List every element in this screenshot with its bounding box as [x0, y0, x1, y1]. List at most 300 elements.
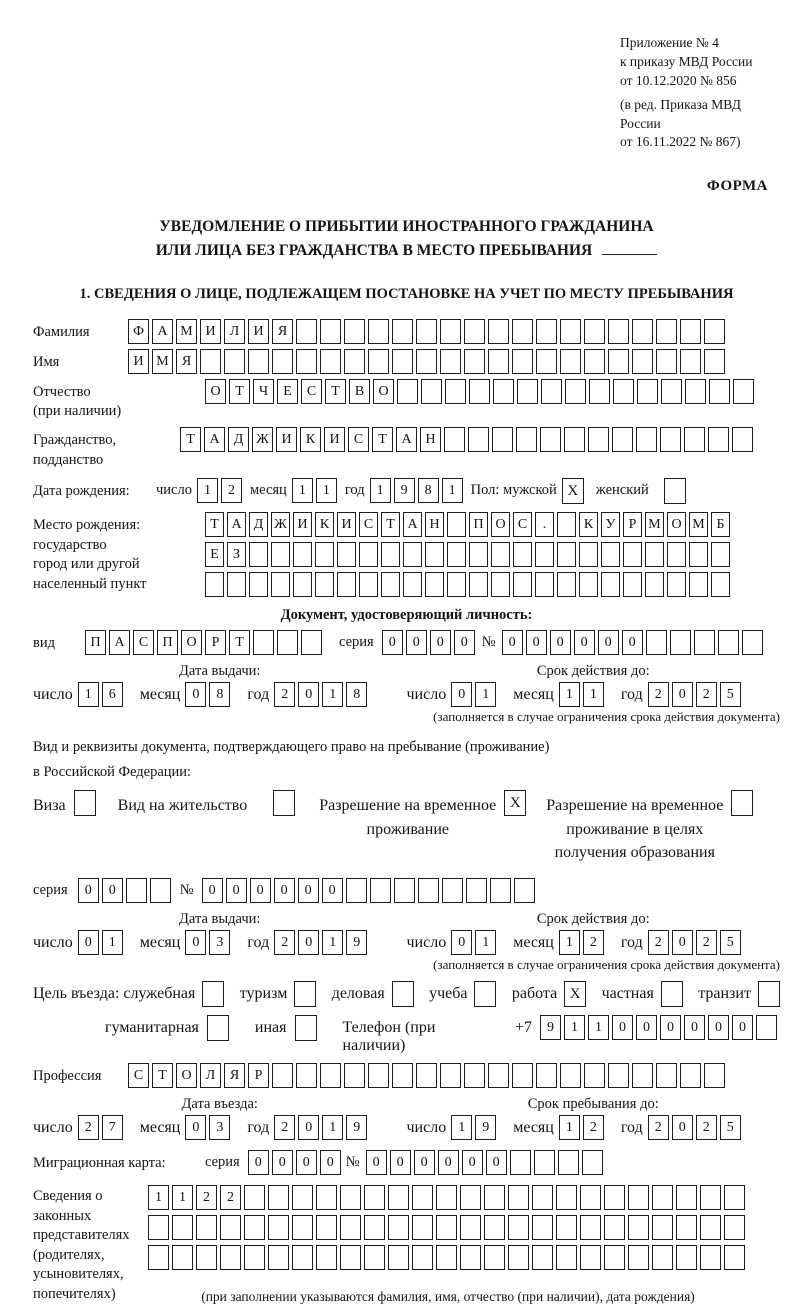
char-cell[interactable]: М: [689, 512, 708, 537]
char-cell[interactable]: [425, 542, 444, 567]
char-cell[interactable]: 0: [684, 1015, 705, 1040]
char-cell[interactable]: [126, 878, 147, 903]
char-cell[interactable]: [418, 878, 439, 903]
char-cell[interactable]: 1: [475, 682, 496, 707]
char-cell[interactable]: [440, 1063, 461, 1088]
char-cell[interactable]: 1: [370, 478, 391, 503]
char-cell[interactable]: [340, 1245, 361, 1270]
char-cell[interactable]: [601, 542, 620, 567]
char-cell[interactable]: [488, 349, 509, 374]
char-cell[interactable]: 2: [648, 682, 669, 707]
char-cell[interactable]: [704, 1063, 725, 1088]
char-cell[interactable]: 0: [502, 630, 523, 655]
char-cell[interactable]: [491, 572, 510, 597]
char-cell[interactable]: [440, 349, 461, 374]
char-cell[interactable]: Т: [180, 427, 201, 452]
char-cell[interactable]: 1: [475, 930, 496, 955]
char-cell[interactable]: И: [324, 427, 345, 452]
char-cell[interactable]: 9: [475, 1115, 496, 1140]
char-cell[interactable]: [220, 1215, 241, 1240]
char-cell[interactable]: [670, 630, 691, 655]
char-cell[interactable]: [608, 1063, 629, 1088]
char-cell[interactable]: М: [176, 319, 197, 344]
char-cell[interactable]: [403, 572, 422, 597]
char-cell[interactable]: О: [491, 512, 510, 537]
char-cell[interactable]: 1: [583, 682, 604, 707]
purpose-transit-checkbox[interactable]: [758, 981, 780, 1007]
char-cell[interactable]: [344, 319, 365, 344]
char-cell[interactable]: [320, 1063, 341, 1088]
char-cell[interactable]: [535, 542, 554, 567]
char-cell[interactable]: Р: [205, 630, 226, 655]
char-cell[interactable]: З: [227, 542, 246, 567]
char-cell[interactable]: И: [293, 512, 312, 537]
char-cell[interactable]: [268, 1215, 289, 1240]
char-cell[interactable]: [516, 427, 537, 452]
char-cell[interactable]: 0: [414, 1150, 435, 1175]
char-cell[interactable]: [656, 1063, 677, 1088]
char-cell[interactable]: К: [579, 512, 598, 537]
char-cell[interactable]: 1: [322, 930, 343, 955]
char-cell[interactable]: [340, 1185, 361, 1210]
char-cell[interactable]: [608, 319, 629, 344]
char-cell[interactable]: [742, 630, 763, 655]
char-cell[interactable]: [645, 572, 664, 597]
char-cell[interactable]: [604, 1215, 625, 1240]
char-cell[interactable]: 0: [248, 1150, 269, 1175]
char-cell[interactable]: [733, 379, 754, 404]
char-cell[interactable]: [637, 379, 658, 404]
char-cell[interactable]: [359, 542, 378, 567]
char-cell[interactable]: А: [227, 512, 246, 537]
char-cell[interactable]: А: [152, 319, 173, 344]
char-cell[interactable]: [172, 1215, 193, 1240]
char-cell[interactable]: 0: [185, 1115, 206, 1140]
char-cell[interactable]: 0: [298, 682, 319, 707]
char-cell[interactable]: [680, 1063, 701, 1088]
char-cell[interactable]: [469, 572, 488, 597]
char-cell[interactable]: У: [601, 512, 620, 537]
char-cell[interactable]: М: [645, 512, 664, 537]
char-cell[interactable]: 0: [550, 630, 571, 655]
char-cell[interactable]: 0: [672, 682, 693, 707]
char-cell[interactable]: 0: [382, 630, 403, 655]
char-cell[interactable]: [513, 572, 532, 597]
char-cell[interactable]: [514, 878, 535, 903]
char-cell[interactable]: [536, 1063, 557, 1088]
purpose-other-checkbox[interactable]: [295, 1015, 317, 1041]
char-cell[interactable]: 9: [346, 930, 367, 955]
char-cell[interactable]: [756, 1015, 777, 1040]
char-cell[interactable]: 0: [672, 930, 693, 955]
char-cell[interactable]: [268, 1185, 289, 1210]
char-cell[interactable]: [316, 1185, 337, 1210]
char-cell[interactable]: [150, 878, 171, 903]
char-cell[interactable]: 6: [102, 682, 123, 707]
char-cell[interactable]: А: [396, 427, 417, 452]
char-cell[interactable]: Р: [623, 512, 642, 537]
char-cell[interactable]: [652, 1215, 673, 1240]
char-cell[interactable]: 1: [292, 478, 313, 503]
char-cell[interactable]: 0: [250, 878, 271, 903]
char-cell[interactable]: [512, 349, 533, 374]
char-cell[interactable]: [148, 1215, 169, 1240]
char-cell[interactable]: 1: [102, 930, 123, 955]
char-cell[interactable]: Я: [224, 1063, 245, 1088]
char-cell[interactable]: [271, 542, 290, 567]
char-cell[interactable]: 8: [209, 682, 230, 707]
char-cell[interactable]: [532, 1245, 553, 1270]
char-cell[interactable]: [557, 542, 576, 567]
char-cell[interactable]: 0: [78, 930, 99, 955]
char-cell[interactable]: [292, 1215, 313, 1240]
char-cell[interactable]: [388, 1185, 409, 1210]
char-cell[interactable]: [368, 1063, 389, 1088]
char-cell[interactable]: 2: [648, 930, 669, 955]
char-cell[interactable]: [604, 1185, 625, 1210]
char-cell[interactable]: И: [276, 427, 297, 452]
char-cell[interactable]: [464, 349, 485, 374]
char-cell[interactable]: [557, 572, 576, 597]
char-cell[interactable]: [244, 1185, 265, 1210]
char-cell[interactable]: 1: [316, 478, 337, 503]
char-cell[interactable]: [296, 1063, 317, 1088]
char-cell[interactable]: [556, 1215, 577, 1240]
char-cell[interactable]: 0: [202, 878, 223, 903]
char-cell[interactable]: [460, 1185, 481, 1210]
char-cell[interactable]: Ч: [253, 379, 274, 404]
char-cell[interactable]: Р: [248, 1063, 269, 1088]
char-cell[interactable]: [200, 349, 221, 374]
char-cell[interactable]: [684, 427, 705, 452]
char-cell[interactable]: С: [128, 1063, 149, 1088]
char-cell[interactable]: 2: [583, 1115, 604, 1140]
male-checkbox[interactable]: X: [562, 478, 584, 504]
char-cell[interactable]: [244, 1215, 265, 1240]
char-cell[interactable]: Ж: [252, 427, 273, 452]
char-cell[interactable]: [700, 1185, 721, 1210]
char-cell[interactable]: [227, 572, 246, 597]
char-cell[interactable]: 0: [185, 682, 206, 707]
char-cell[interactable]: 1: [442, 478, 463, 503]
char-cell[interactable]: [652, 1245, 673, 1270]
char-cell[interactable]: [556, 1245, 577, 1270]
char-cell[interactable]: 3: [209, 930, 230, 955]
char-cell[interactable]: [579, 572, 598, 597]
char-cell[interactable]: 1: [78, 682, 99, 707]
char-cell[interactable]: [510, 1150, 531, 1175]
char-cell[interactable]: Л: [200, 1063, 221, 1088]
char-cell[interactable]: 2: [274, 682, 295, 707]
char-cell[interactable]: [704, 319, 725, 344]
char-cell[interactable]: А: [204, 427, 225, 452]
char-cell[interactable]: 0: [390, 1150, 411, 1175]
char-cell[interactable]: 0: [320, 1150, 341, 1175]
char-cell[interactable]: [711, 572, 730, 597]
char-cell[interactable]: А: [403, 512, 422, 537]
char-cell[interactable]: 1: [559, 682, 580, 707]
char-cell[interactable]: [277, 630, 298, 655]
char-cell[interactable]: [340, 1215, 361, 1240]
char-cell[interactable]: [584, 349, 605, 374]
char-cell[interactable]: [205, 572, 224, 597]
char-cell[interactable]: [656, 349, 677, 374]
char-cell[interactable]: [558, 1150, 579, 1175]
char-cell[interactable]: [460, 1215, 481, 1240]
char-cell[interactable]: [532, 1215, 553, 1240]
char-cell[interactable]: [316, 1215, 337, 1240]
char-cell[interactable]: [513, 542, 532, 567]
char-cell[interactable]: Е: [205, 542, 224, 567]
char-cell[interactable]: [403, 542, 422, 567]
char-cell[interactable]: [484, 1185, 505, 1210]
char-cell[interactable]: [724, 1215, 745, 1240]
char-cell[interactable]: [536, 319, 557, 344]
char-cell[interactable]: [709, 379, 730, 404]
char-cell[interactable]: [468, 427, 489, 452]
char-cell[interactable]: [392, 1063, 413, 1088]
char-cell[interactable]: [447, 572, 466, 597]
char-cell[interactable]: [416, 349, 437, 374]
char-cell[interactable]: 0: [296, 1150, 317, 1175]
char-cell[interactable]: [388, 1245, 409, 1270]
char-cell[interactable]: [425, 572, 444, 597]
char-cell[interactable]: 0: [660, 1015, 681, 1040]
char-cell[interactable]: 1: [322, 1115, 343, 1140]
char-cell[interactable]: Д: [228, 427, 249, 452]
char-cell[interactable]: [272, 1063, 293, 1088]
char-cell[interactable]: К: [315, 512, 334, 537]
char-cell[interactable]: Л: [224, 319, 245, 344]
char-cell[interactable]: [337, 572, 356, 597]
char-cell[interactable]: [416, 1063, 437, 1088]
char-cell[interactable]: 0: [185, 930, 206, 955]
char-cell[interactable]: [632, 1063, 653, 1088]
char-cell[interactable]: 2: [78, 1115, 99, 1140]
char-cell[interactable]: 0: [622, 630, 643, 655]
char-cell[interactable]: [416, 319, 437, 344]
char-cell[interactable]: [589, 379, 610, 404]
char-cell[interactable]: [364, 1245, 385, 1270]
char-cell[interactable]: Д: [249, 512, 268, 537]
char-cell[interactable]: [249, 542, 268, 567]
char-cell[interactable]: 7: [102, 1115, 123, 1140]
char-cell[interactable]: [440, 319, 461, 344]
char-cell[interactable]: Н: [420, 427, 441, 452]
char-cell[interactable]: [532, 1185, 553, 1210]
char-cell[interactable]: 0: [672, 1115, 693, 1140]
char-cell[interactable]: [534, 1150, 555, 1175]
char-cell[interactable]: [601, 572, 620, 597]
char-cell[interactable]: [711, 542, 730, 567]
char-cell[interactable]: [623, 542, 642, 567]
char-cell[interactable]: 0: [612, 1015, 633, 1040]
char-cell[interactable]: [636, 427, 657, 452]
char-cell[interactable]: [540, 427, 561, 452]
char-cell[interactable]: С: [359, 512, 378, 537]
char-cell[interactable]: [196, 1245, 217, 1270]
char-cell[interactable]: [466, 878, 487, 903]
char-cell[interactable]: 2: [220, 1185, 241, 1210]
char-cell[interactable]: [296, 349, 317, 374]
char-cell[interactable]: [632, 319, 653, 344]
char-cell[interactable]: [436, 1215, 457, 1240]
char-cell[interactable]: 1: [451, 1115, 472, 1140]
char-cell[interactable]: [556, 1185, 577, 1210]
char-cell[interactable]: 1: [148, 1185, 169, 1210]
char-cell[interactable]: [628, 1185, 649, 1210]
char-cell[interactable]: [700, 1245, 721, 1270]
char-cell[interactable]: [492, 427, 513, 452]
char-cell[interactable]: В: [349, 379, 370, 404]
char-cell[interactable]: 0: [574, 630, 595, 655]
char-cell[interactable]: [660, 427, 681, 452]
char-cell[interactable]: [436, 1245, 457, 1270]
char-cell[interactable]: [588, 427, 609, 452]
char-cell[interactable]: О: [667, 512, 686, 537]
purpose-humanitarian-checkbox[interactable]: [207, 1015, 229, 1041]
char-cell[interactable]: С: [301, 379, 322, 404]
char-cell[interactable]: 0: [430, 630, 451, 655]
char-cell[interactable]: [337, 542, 356, 567]
char-cell[interactable]: 2: [583, 930, 604, 955]
char-cell[interactable]: 1: [559, 1115, 580, 1140]
char-cell[interactable]: С: [348, 427, 369, 452]
char-cell[interactable]: 2: [274, 1115, 295, 1140]
char-cell[interactable]: [484, 1245, 505, 1270]
char-cell[interactable]: [667, 542, 686, 567]
char-cell[interactable]: 1: [172, 1185, 193, 1210]
char-cell[interactable]: [381, 572, 400, 597]
char-cell[interactable]: [517, 379, 538, 404]
char-cell[interactable]: 2: [196, 1185, 217, 1210]
char-cell[interactable]: [536, 349, 557, 374]
char-cell[interactable]: [271, 572, 290, 597]
char-cell[interactable]: 0: [636, 1015, 657, 1040]
char-cell[interactable]: [508, 1245, 529, 1270]
char-cell[interactable]: И: [200, 319, 221, 344]
char-cell[interactable]: 5: [720, 930, 741, 955]
char-cell[interactable]: [364, 1185, 385, 1210]
char-cell[interactable]: [582, 1150, 603, 1175]
char-cell[interactable]: 0: [298, 878, 319, 903]
char-cell[interactable]: [704, 349, 725, 374]
char-cell[interactable]: [292, 1245, 313, 1270]
char-cell[interactable]: [392, 349, 413, 374]
char-cell[interactable]: [346, 878, 367, 903]
char-cell[interactable]: [292, 1185, 313, 1210]
char-cell[interactable]: [656, 319, 677, 344]
char-cell[interactable]: [608, 349, 629, 374]
char-cell[interactable]: 8: [418, 478, 439, 503]
char-cell[interactable]: А: [109, 630, 130, 655]
char-cell[interactable]: [392, 319, 413, 344]
char-cell[interactable]: 2: [696, 930, 717, 955]
char-cell[interactable]: 2: [648, 1115, 669, 1140]
char-cell[interactable]: [320, 349, 341, 374]
char-cell[interactable]: Е: [277, 379, 298, 404]
char-cell[interactable]: 0: [272, 1150, 293, 1175]
char-cell[interactable]: 9: [540, 1015, 561, 1040]
char-cell[interactable]: [700, 1215, 721, 1240]
char-cell[interactable]: [359, 572, 378, 597]
residence-permit-checkbox[interactable]: [273, 790, 295, 816]
char-cell[interactable]: [368, 349, 389, 374]
visa-checkbox[interactable]: [74, 790, 96, 816]
char-cell[interactable]: 0: [451, 682, 472, 707]
char-cell[interactable]: [676, 1215, 697, 1240]
char-cell[interactable]: [315, 542, 334, 567]
char-cell[interactable]: [394, 878, 415, 903]
char-cell[interactable]: 2: [221, 478, 242, 503]
char-cell[interactable]: Т: [152, 1063, 173, 1088]
char-cell[interactable]: [421, 379, 442, 404]
char-cell[interactable]: [628, 1245, 649, 1270]
char-cell[interactable]: 0: [78, 878, 99, 903]
char-cell[interactable]: [732, 427, 753, 452]
char-cell[interactable]: [676, 1245, 697, 1270]
purpose-business-checkbox[interactable]: [392, 981, 414, 1007]
purpose-work-checkbox[interactable]: X: [564, 981, 586, 1007]
char-cell[interactable]: [484, 1215, 505, 1240]
char-cell[interactable]: [364, 1215, 385, 1240]
char-cell[interactable]: Т: [381, 512, 400, 537]
char-cell[interactable]: [397, 379, 418, 404]
char-cell[interactable]: [491, 542, 510, 567]
char-cell[interactable]: [253, 630, 274, 655]
char-cell[interactable]: 2: [274, 930, 295, 955]
char-cell[interactable]: 0: [526, 630, 547, 655]
char-cell[interactable]: [301, 630, 322, 655]
char-cell[interactable]: П: [85, 630, 106, 655]
char-cell[interactable]: О: [181, 630, 202, 655]
char-cell[interactable]: [388, 1215, 409, 1240]
char-cell[interactable]: [220, 1245, 241, 1270]
char-cell[interactable]: [508, 1215, 529, 1240]
char-cell[interactable]: [613, 379, 634, 404]
char-cell[interactable]: [580, 1185, 601, 1210]
char-cell[interactable]: С: [513, 512, 532, 537]
char-cell[interactable]: И: [128, 349, 149, 374]
char-cell[interactable]: [447, 512, 466, 537]
char-cell[interactable]: [293, 542, 312, 567]
char-cell[interactable]: 0: [366, 1150, 387, 1175]
char-cell[interactable]: Т: [229, 379, 250, 404]
char-cell[interactable]: [344, 349, 365, 374]
char-cell[interactable]: [296, 319, 317, 344]
char-cell[interactable]: [316, 1245, 337, 1270]
char-cell[interactable]: Н: [425, 512, 444, 537]
char-cell[interactable]: [460, 1245, 481, 1270]
char-cell[interactable]: Я: [176, 349, 197, 374]
char-cell[interactable]: [646, 630, 667, 655]
char-cell[interactable]: 5: [720, 1115, 741, 1140]
char-cell[interactable]: [584, 319, 605, 344]
char-cell[interactable]: [632, 349, 653, 374]
char-cell[interactable]: [708, 427, 729, 452]
char-cell[interactable]: [248, 349, 269, 374]
char-cell[interactable]: 0: [226, 878, 247, 903]
char-cell[interactable]: И: [248, 319, 269, 344]
char-cell[interactable]: [724, 1185, 745, 1210]
char-cell[interactable]: [493, 379, 514, 404]
char-cell[interactable]: [412, 1245, 433, 1270]
char-cell[interactable]: 5: [720, 682, 741, 707]
char-cell[interactable]: [249, 572, 268, 597]
char-cell[interactable]: [464, 319, 485, 344]
char-cell[interactable]: Т: [325, 379, 346, 404]
temp-residence-permit-checkbox[interactable]: X: [504, 790, 526, 816]
